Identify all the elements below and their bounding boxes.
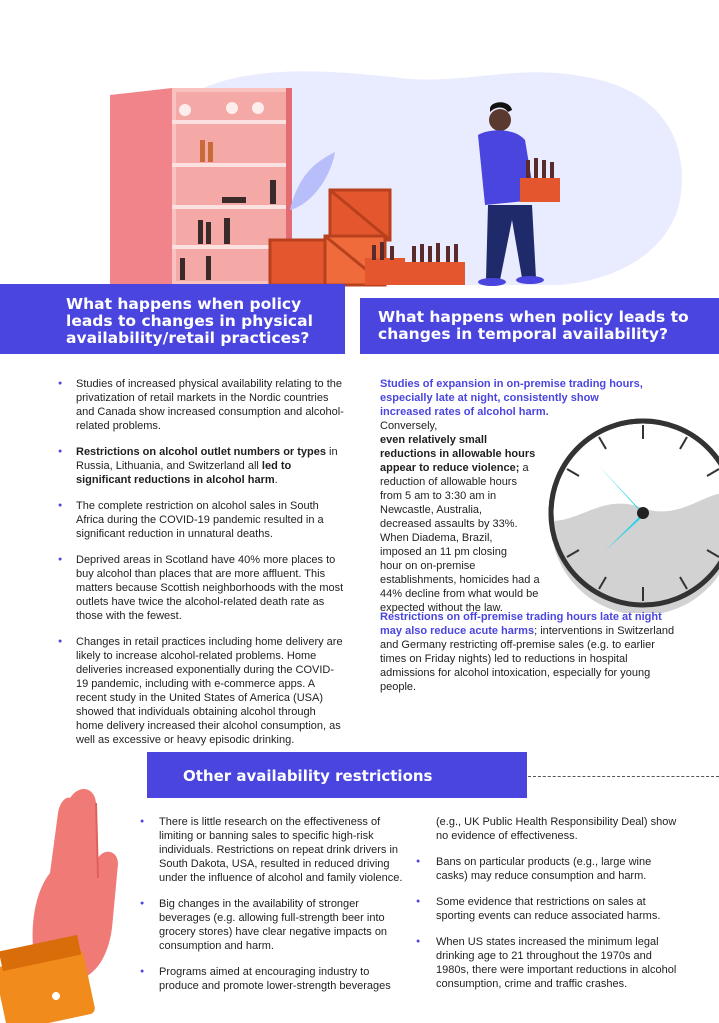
physical-availability-list [58,377,344,759]
list-item: ● Studies of increased physical availability relating to the privatization of retail markets in the Nordic countries and Canada show increased consumption and alcohol-related problems. [58,377,344,433]
text-line: even relatively small [380,434,488,446]
list-item: ● Bans on particular products (e.g., large wine casks) may reduce consumption and harm. [418,855,680,883]
section-other-title-banner [147,752,527,798]
store-illustration [0,0,719,300]
text-line: reductions in allowable hours [380,448,536,460]
text-line: imposed an 11 pm closing [380,546,507,558]
list-item: ● There is little research on the effectiveness of limiting or banning sales to specific high-risk individuals. Restrictions on repeat drink drivers in South Dakota, USA, resulted in reduced driving under the influence of alcohol and family violence. [143,815,403,885]
temporal-lead: Studies of expansion in on-premise trading hours, especially late at night, consistently show increased rates of alcohol harm. [380,378,643,418]
text-line: Conversely, [380,420,438,432]
text-line: reduction of allowable hours [380,476,517,488]
list-item: ● Big changes in the availability of stronger beverages (e.g. allowing full-strength beer into grocery stores) have clear negative impacts on consumption and harm. [143,897,403,953]
text-line: 44% decline from what would be [380,588,539,600]
store-shelf-illustration [110,88,292,285]
section-left-title-banner [0,284,345,354]
text-line: from 5 am to 3:30 am in [380,490,497,502]
continuation-text: (e.g., UK Public Health Responsibility Deal) show no evidence of effectiveness. [436,816,677,842]
section-left-title: What happens when policy leads to changes in physical availability/retail practices? [66,295,313,347]
text-line: appear to reduce violence; [380,462,520,474]
list-item: ● When US states increased the minimum legal drinking age to 21 throughout the 1970s and 1980s, there were important reductions in alcohol consumption, crime and traffic crashes. [418,935,680,991]
dashed-divider [528,776,719,777]
section-right-title-banner [360,298,719,354]
text-line: When Diadema, Brazil, [380,532,493,544]
other-restrictions-right [418,815,680,1003]
section-other-title: Other availability restrictions [183,767,433,785]
list-item: ● Restrictions on alcohol outlet numbers or types in Russia, Lithuania, and Switzerland all led to significant reductions in alcohol harm. [58,445,344,487]
list-item: ● The complete restriction on alcohol sales in South Africa during the COVID-19 pandemic resulted in a significant reduction in unnatural deaths. [58,499,344,541]
stop-hand-icon [0,778,145,1023]
list-item: ● Programs aimed at encouraging industry to produce and promote lower-strength beverages [143,965,403,993]
temporal-paragraph-2 [380,610,680,694]
offpremise-body: ; interventions in Switzerland and Germany restricting off-premise sales (e.g. to earlier times on Friday nights) led to reductions in hospital admissions for alcohol intoxication, especially for young people. [380,625,675,693]
list-item: ● Deprived areas in Scotland have 40% more places to buy alcohol than places that are more affluent. This matters because Scottish neighborhoods with the most outlets have twice the alcohol-related death rate as those with the fewest. [58,553,344,623]
clock-icon [543,413,719,613]
other-restrictions-list-left [143,815,403,1005]
list-item: ● Some evidence that restrictions on sales at sporting events can reduce associated harms. [418,895,680,923]
text-line: hour on on-premise [380,560,476,572]
other-restrictions-list-right [418,855,680,991]
text-line: establishments, homicides had a [380,574,540,586]
section-right-title: What happens when policy leads to changes in temporal availability? [378,308,689,343]
text-line: Newcastle, Australia, [380,504,483,516]
offpremise-lead: Restrictions on off-premise trading hours late at night may also reduce acute harms [380,611,662,637]
list-item: ● Changes in retail practices including home delivery are likely to increase alcohol-related problems. Home deliveries increased exponentially during the COVID-19 pandemic, including with e-commerce apps. A recent study in the United States of America (USA) showed that individuals obtaining alcohol through home delivery increased their alcohol consumption, as well as excessive or heavy episodic drinking. [58,635,344,747]
text-line: expected without the law. [380,602,503,614]
text-line: a [519,462,529,474]
text-line: decreased assaults by 33%. [380,518,518,530]
